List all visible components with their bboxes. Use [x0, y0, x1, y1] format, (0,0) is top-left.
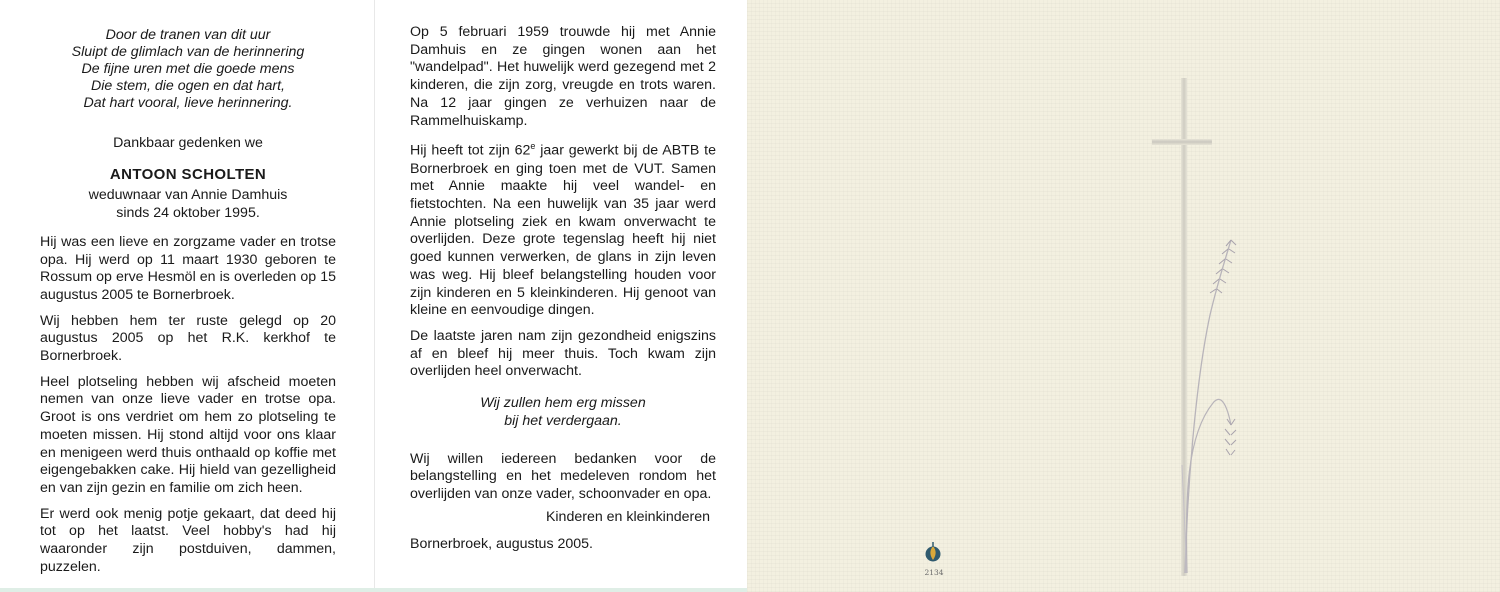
work-text-rest: jaar gewerkt bij de ABTB te Bornerbroek en ging toen met de VUT. Samen met Annie maakte hij veel wandel- en fietstochten. Na een huwelijk van 35 jaar werd Annie plotseling ziek en kwam onverwacht te overlijden. Deze grote tegenslag heeft hij niet goed kunnen verwerken, de glans in zijn leven was weg. Hij bleef belangstelling houden voor zijn kinderen en 5 kleinkinderen. Hij genoot van kleine en eenvoudige dingen.: [410, 142, 716, 319]
poem-line: Sluipt de glimlach van de herinnering: [71, 44, 305, 60]
closing-quote: [410, 395, 716, 430]
quote-line: Wij zullen hem erg missen: [480, 395, 646, 412]
card-cover-page: [747, 0, 1500, 592]
wheat-stalk-icon: [1165, 235, 1245, 575]
widower-line: weduwnaar van Annie Damhuis: [88, 187, 288, 204]
bio-paragraph-health: De laatste jaren nam zijn gezondheid enigszins af en bleef hij meer thuis. Toch kwam zijn overlijden heel onverwacht.: [410, 327, 716, 380]
card-left-page: [0, 0, 375, 592]
deceased-name: ANTOON SCHOLTEN: [109, 165, 267, 183]
bio-paragraph-farewell: Heel plotseling hebben wij afscheid moeten nemen van onze lieve vader en trotse opa. Groot is ons verdriet om hem zo plotseling te moeten missen. Hij stond altijd voor ons klaar en menigeen werd thuis onthaald op koffie met eigengebakken cake. Hij hield van gezelligheid en van zijn gezin en familie om zich heen.: [40, 373, 336, 496]
work-text-start: Hij heeft tot zijn 62: [410, 142, 531, 159]
print-code: 2134: [924, 568, 944, 577]
place-date: Bornerbroek, augustus 2005.: [410, 536, 593, 553]
quote-line: bij het verdergaan.: [504, 412, 622, 429]
poem-line: Dat hart vooral, lieve herinnering.: [83, 95, 293, 111]
bio-paragraph-birth: Hij was een lieve en zorgzame vader en trotse opa. Hij werd op 11 maart 1930 geboren te Rossum op erve Hesmöl en is overleden op 15 augustus 2005 te Bornerbroek.: [40, 233, 336, 303]
scan-bottom-edge: [0, 588, 747, 592]
left-text-column: [40, 0, 336, 576]
widower-since-line: sinds 24 oktober 1995.: [116, 205, 260, 222]
memorial-poem: [40, 27, 336, 112]
bio-paragraph-marriage: Op 5 februari 1959 trouwde hij met Annie Damhuis en ze gingen wonen aan het "wandelpad". Het huwelijk werd gezegend met 2 kinderen, die zijn zorg, vreugde en trots waren. Na 12 jaar gingen ze verhuizen naar de Rammelhuiskamp.: [410, 24, 716, 129]
cross-horizontal-beam-icon: [1152, 139, 1212, 145]
signature: Kinderen en kleinkinderen: [545, 508, 710, 525]
bio-paragraph-work: [410, 138, 716, 320]
poem-line: Die stem, die ogen en dat hart,: [90, 78, 285, 94]
card-middle-page: [375, 0, 747, 592]
poem-line: De fijne uren met die goede mens: [81, 61, 295, 77]
ordinal-suffix: e: [530, 141, 536, 152]
intro-text: Dankbaar gedenken we: [113, 135, 263, 151]
thank-you-paragraph: Wij willen iedereen bedanken voor de belangstelling en het medeleven rondom het overlijden van onze vader, schoonvader en opa.: [410, 450, 716, 502]
bio-paragraph-hobbies: Er werd ook menig potje gekaart, dat deed hij tot op het laatst. Veel hobby's had hij waaronder zijn postduiven, dammen, puzzelen.: [40, 505, 336, 575]
poem-line: Door de tranen van dit uur: [105, 27, 271, 43]
bio-paragraph-burial: Wij hebben hem ter ruste gelegd op 20 augustus 2005 op het R.K. kerkhof te Bornerbroek.: [40, 312, 336, 365]
publisher-logo-icon: [924, 542, 942, 564]
middle-text-column: [410, 0, 716, 554]
